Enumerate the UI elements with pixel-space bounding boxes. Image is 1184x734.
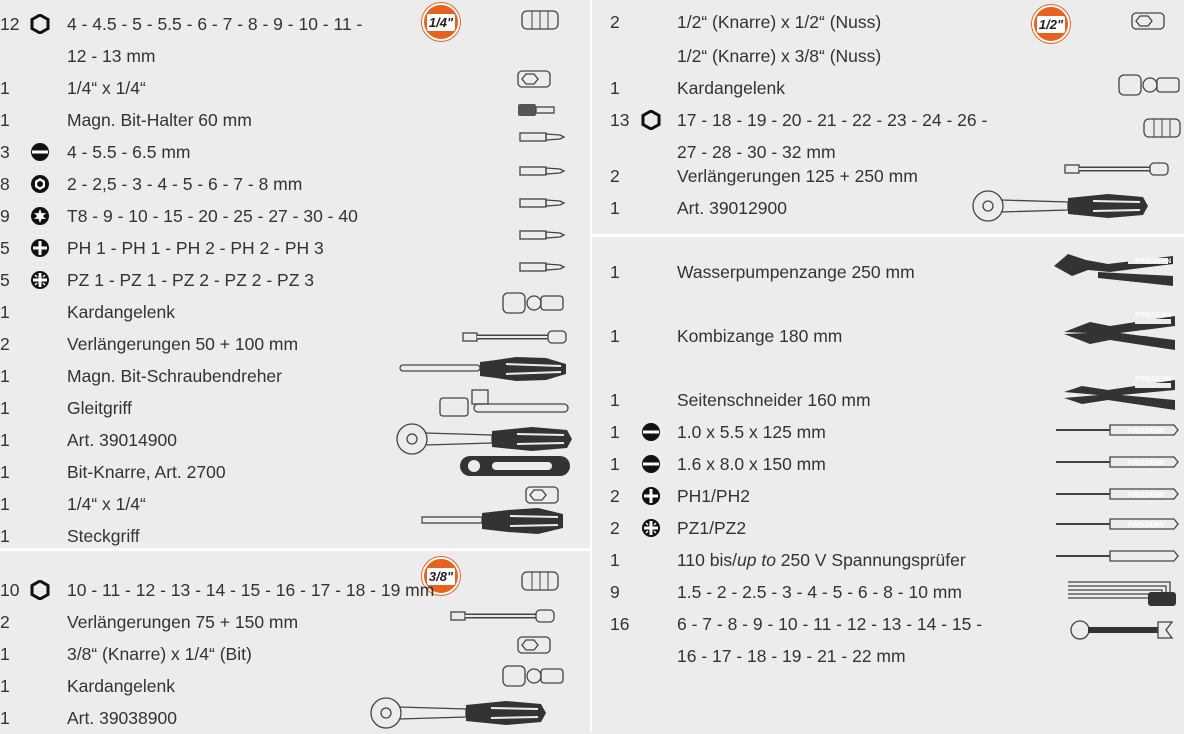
item-description: Art. 39038900 bbox=[67, 708, 177, 728]
adapter-icon bbox=[512, 632, 556, 658]
t-handle-icon bbox=[434, 386, 574, 420]
pozidriv-drive-icon bbox=[640, 517, 662, 539]
brand-label: PROJAHN bbox=[1128, 522, 1165, 529]
item-description: 10 - 11 - 12 - 13 - 14 - 15 - 16 - 17 - 18 - 19 mm bbox=[67, 580, 435, 600]
item-quantity: 1 bbox=[0, 365, 10, 386]
item-quantity: 1 bbox=[0, 301, 10, 322]
item-quantity: 2 bbox=[610, 11, 620, 32]
left-section-1-row bbox=[0, 136, 590, 168]
voltage-tester-icon bbox=[1052, 548, 1182, 564]
left-section-2-row bbox=[0, 574, 590, 606]
item-description: PH1/PH2 bbox=[677, 486, 750, 506]
badge-quarter-inch: 1/4" bbox=[422, 3, 460, 41]
item-quantity: 3 bbox=[0, 141, 10, 162]
slotted-drive-icon bbox=[640, 453, 662, 475]
item-quantity: 1 bbox=[0, 707, 10, 728]
item-quantity: 2 bbox=[610, 165, 620, 186]
left-section-1-row bbox=[0, 8, 590, 66]
item-description: 1/2“ (Knarre) x 1/2“ (Nuss) bbox=[677, 12, 882, 32]
item-quantity: 1 bbox=[610, 325, 620, 346]
universal-joint-icon bbox=[1116, 72, 1184, 98]
torx-drive-icon bbox=[29, 205, 51, 227]
item-quantity: 2 bbox=[610, 517, 620, 538]
item-description: 6 - 7 - 8 - 9 - 10 - 11 - 12 - 13 - 14 - 15 - bbox=[677, 614, 983, 634]
item-description: Wasserpumpenzange 250 mm bbox=[677, 262, 915, 282]
item-quantity: 1 bbox=[610, 453, 620, 474]
pozidriv-drive-icon bbox=[29, 269, 51, 291]
item-quantity: 1 bbox=[0, 675, 10, 696]
item-description: Verlängerungen 75 + 150 mm bbox=[67, 612, 299, 632]
item-quantity: 1 bbox=[0, 525, 10, 546]
item-description: 4 - 4.5 - 5 - 5.5 - 6 - 7 - 8 - 9 - 10 - 11 - bbox=[67, 14, 363, 34]
item-quantity: 1 bbox=[0, 429, 10, 450]
item-quantity: 1 bbox=[0, 397, 10, 418]
desc-italic: up to bbox=[737, 550, 776, 570]
desc-part: 110 bis/ bbox=[677, 550, 737, 570]
ratchet-icon bbox=[366, 695, 551, 731]
item-quantity: 10 bbox=[0, 579, 20, 600]
item-quantity: 1 bbox=[610, 77, 620, 98]
item-description: Kardangelenk bbox=[677, 78, 785, 98]
slotted-drive-icon bbox=[29, 141, 51, 163]
socket-icon bbox=[1140, 114, 1184, 142]
item-quantity: 2 bbox=[0, 333, 10, 354]
water-pump-pliers-icon bbox=[1048, 246, 1178, 296]
item-quantity: 8 bbox=[0, 173, 10, 194]
brand-label: PROJAHN bbox=[1135, 312, 1172, 319]
item-quantity: 5 bbox=[0, 269, 10, 290]
item-quantity: 1 bbox=[610, 549, 620, 570]
extension-icon bbox=[1062, 160, 1172, 178]
brand-label: PROJAHN bbox=[1128, 460, 1165, 467]
item-description: Magn. Bit-Schraubendreher bbox=[67, 366, 282, 386]
slotted-drive-icon bbox=[640, 421, 662, 443]
item-description: 1/4“ x 1/4“ bbox=[67, 494, 146, 514]
left-section-1-row bbox=[0, 200, 590, 232]
bit-icon bbox=[518, 228, 566, 242]
item-quantity: 13 bbox=[610, 109, 630, 130]
item-quantity: 1 bbox=[0, 461, 10, 482]
right-section-1-row bbox=[592, 40, 1184, 72]
extension-icon bbox=[448, 607, 558, 625]
phillips-drive-icon bbox=[29, 237, 51, 259]
right-section-divider bbox=[592, 234, 1184, 237]
item-quantity: 1 bbox=[0, 77, 10, 98]
hex-key-set-icon bbox=[1060, 578, 1180, 610]
item-quantity: 1 bbox=[0, 643, 10, 664]
hex-ring-drive-icon bbox=[29, 579, 51, 601]
item-description: Kardangelenk bbox=[67, 676, 175, 696]
item-description: 1.0 x 5.5 x 125 mm bbox=[677, 422, 826, 442]
item-quantity: 1 bbox=[0, 493, 10, 514]
badge-half-inch: 1/2" bbox=[1032, 5, 1070, 43]
bit-icon bbox=[518, 196, 566, 210]
bit-holder-icon bbox=[514, 100, 558, 120]
adapter-icon bbox=[1126, 8, 1170, 34]
item-description: 4 - 5.5 - 6.5 mm bbox=[67, 142, 191, 162]
item-quantity: 16 bbox=[610, 613, 630, 634]
universal-joint-icon bbox=[500, 663, 570, 689]
item-description: T8 - 9 - 10 - 15 - 20 - 25 - 27 - 30 - 40 bbox=[67, 206, 358, 226]
item-description: 2 - 2,5 - 3 - 4 - 5 - 6 - 7 - 8 mm bbox=[67, 174, 303, 194]
item-description-continued: 16 - 17 - 18 - 19 - 21 - 22 mm bbox=[677, 646, 906, 666]
left-section-1-row bbox=[0, 168, 590, 200]
hex-ring-drive-icon bbox=[640, 109, 662, 131]
item-description: 1/4“ x 1/4“ bbox=[67, 78, 146, 98]
item-description: 1.5 - 2 - 2.5 - 3 - 4 - 5 - 6 - 8 - 10 mm bbox=[677, 582, 962, 602]
badge-three-eighths-inch: 3/8" bbox=[422, 557, 460, 595]
bit-icon bbox=[518, 164, 566, 178]
right-section-1-row bbox=[592, 104, 1184, 162]
item-description: 3/8“ (Knarre) x 1/4“ (Bit) bbox=[67, 644, 252, 664]
screwdriver-icon bbox=[396, 354, 571, 384]
item-description: Gleitgriff bbox=[67, 398, 132, 418]
right-section-1-row bbox=[592, 6, 1184, 38]
item-description: 17 - 18 - 19 - 20 - 21 - 22 - 23 - 24 - 26 - bbox=[677, 110, 988, 130]
item-description: Bit-Knarre, Art. 2700 bbox=[67, 462, 226, 482]
spinner-handle-icon bbox=[418, 504, 568, 538]
socket-icon bbox=[518, 6, 562, 34]
item-description: Steckgriff bbox=[67, 526, 140, 546]
ratchet-icon bbox=[968, 188, 1153, 224]
extension-icon bbox=[460, 328, 570, 346]
item-description: PH 1 - PH 1 - PH 2 - PH 2 - PH 3 bbox=[67, 238, 324, 258]
item-quantity: 1 bbox=[0, 109, 10, 130]
hex-ring-drive-icon bbox=[29, 13, 51, 35]
item-quantity: 2 bbox=[610, 485, 620, 506]
item-description: PZ1/PZ2 bbox=[677, 518, 747, 538]
item-description: PZ 1 - PZ 1 - PZ 2 - PZ 2 - PZ 3 bbox=[67, 270, 314, 290]
right-section-1-row bbox=[592, 72, 1184, 104]
left-section-1-row bbox=[0, 232, 590, 264]
item-description: Kardangelenk bbox=[67, 302, 175, 322]
item-quantity: 12 bbox=[0, 13, 20, 34]
left-section-1-row bbox=[0, 72, 590, 104]
item-quantity: 1 bbox=[610, 197, 620, 218]
brand-label: PROJAHN bbox=[1135, 376, 1172, 383]
adapter-icon bbox=[512, 66, 556, 92]
item-description: 1/2“ (Knarre) x 3/8“ (Nuss) bbox=[677, 46, 882, 66]
item-quantity: 5 bbox=[0, 237, 10, 258]
phillips-drive-icon bbox=[640, 485, 662, 507]
left-section-1-row bbox=[0, 104, 590, 136]
desc-part: 250 V Spannungsprüfer bbox=[775, 550, 966, 570]
brand-label: PROJAHN bbox=[1128, 428, 1165, 435]
item-quantity: 9 bbox=[610, 581, 620, 602]
item-description: Magn. Bit-Halter 60 mm bbox=[67, 110, 252, 130]
item-quantity: 1 bbox=[610, 261, 620, 282]
item-description-continued: 12 - 13 mm bbox=[67, 46, 156, 66]
bit-icon bbox=[518, 130, 566, 144]
item-description bbox=[677, 544, 966, 576]
bit-icon bbox=[518, 260, 566, 274]
item-description: Seitenschneider 160 mm bbox=[677, 390, 871, 410]
item-quantity: 9 bbox=[0, 205, 10, 226]
combination-wrench-icon bbox=[1068, 618, 1178, 642]
hex-dot-drive-icon bbox=[29, 173, 51, 195]
item-description: Verlängerungen 50 + 100 mm bbox=[67, 334, 299, 354]
item-description: Kombizange 180 mm bbox=[677, 326, 843, 346]
socket-icon bbox=[518, 567, 562, 595]
item-quantity: 2 bbox=[0, 611, 10, 632]
item-quantity: 1 bbox=[610, 421, 620, 442]
item-description: 1.6 x 8.0 x 150 mm bbox=[677, 454, 826, 474]
item-quantity: 1 bbox=[610, 389, 620, 410]
bit-ratchet-icon bbox=[456, 452, 576, 480]
universal-joint-icon bbox=[500, 290, 570, 316]
brand-label: PROJAHN bbox=[1128, 492, 1165, 499]
item-description: Verlängerungen 125 + 250 mm bbox=[677, 166, 918, 186]
item-description: Art. 39014900 bbox=[67, 430, 177, 450]
item-description-continued: 27 - 28 - 30 - 32 mm bbox=[677, 142, 836, 162]
item-description: Art. 39012900 bbox=[677, 198, 787, 218]
brand-label: PROJAHN bbox=[1135, 258, 1172, 265]
